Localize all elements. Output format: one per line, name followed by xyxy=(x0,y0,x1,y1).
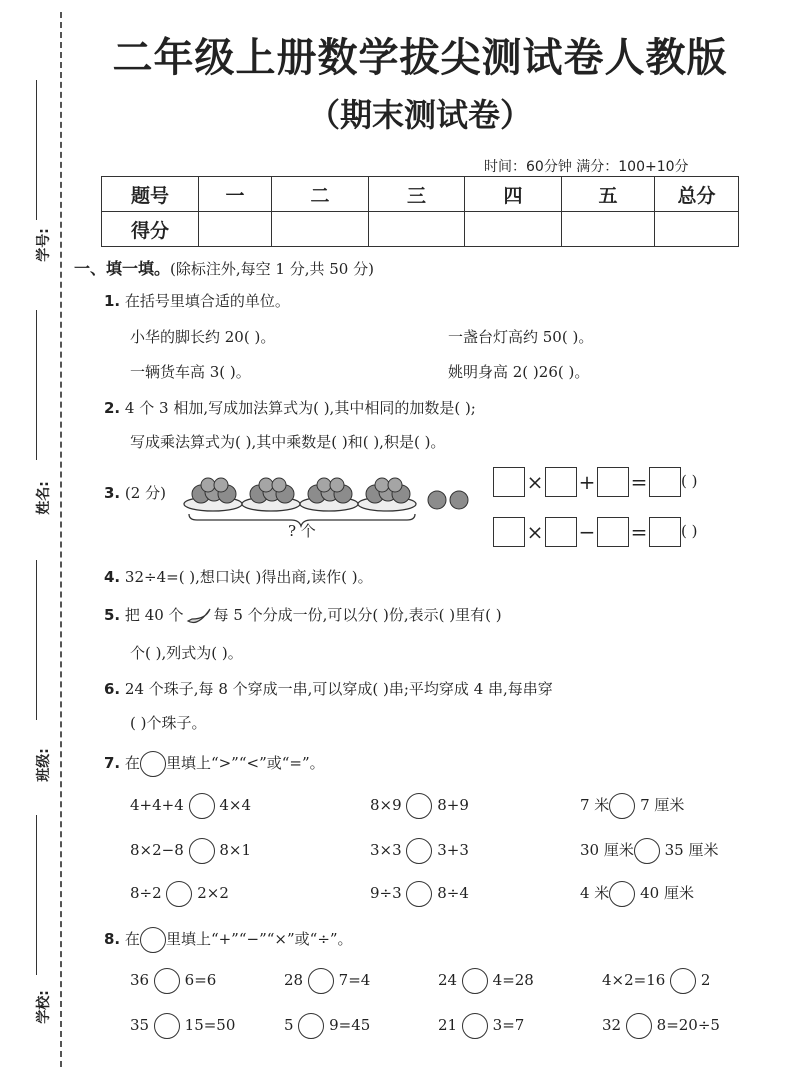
question-text: 32÷4=( ),想口诀( )得出商,读作( )。 xyxy=(124,568,373,586)
q1-item: 小华的脚长约 20( )。 xyxy=(130,328,276,346)
question-5 xyxy=(104,604,502,627)
expr-right: 4×4 xyxy=(219,796,251,814)
answer-circle[interactable] xyxy=(609,793,635,819)
question-number: 7. xyxy=(104,754,121,772)
score-cell[interactable] xyxy=(272,212,369,247)
score-cell[interactable] xyxy=(369,212,465,247)
time-info: 时间：60分钟 满分：100+10分 xyxy=(484,159,689,175)
score-header-cell: 题号 xyxy=(102,177,199,212)
expr-right: 8=20÷5 xyxy=(656,1016,720,1034)
answer-box[interactable] xyxy=(545,517,577,547)
expr-left: 8÷2 xyxy=(130,884,162,902)
class-field xyxy=(18,560,52,790)
expr-right: 8×1 xyxy=(219,841,251,859)
operator: = xyxy=(630,520,648,544)
answer-circle[interactable] xyxy=(462,968,488,994)
operator: × xyxy=(526,520,544,544)
question-text: 4 个 3 相加,写成加法算式为( ),其中相同的加数是( ); xyxy=(124,399,476,417)
answer-circle[interactable] xyxy=(634,838,660,864)
expr-right: 7=4 xyxy=(338,971,371,989)
expr-left: 4×2=16 xyxy=(602,971,666,989)
answer-circle[interactable] xyxy=(189,838,215,864)
operator-item xyxy=(284,968,370,994)
question-text: 每 5 个分成一份,可以分( )份,表示( )里有( ) xyxy=(213,606,502,624)
question-6 xyxy=(104,678,553,699)
score-header-cell: 一 xyxy=(199,177,272,212)
expr-right: 4=28 xyxy=(492,971,534,989)
compare-item xyxy=(370,793,469,819)
question-text: 把 40 个 xyxy=(124,606,184,624)
answer-circle[interactable] xyxy=(308,968,334,994)
expr-left: 24 xyxy=(438,971,458,989)
answer-circle[interactable] xyxy=(406,881,432,907)
answer-circle[interactable] xyxy=(626,1013,652,1039)
expr-left: 9÷3 xyxy=(370,884,402,902)
score-header-cell: 三 xyxy=(369,177,465,212)
score-table-header-row xyxy=(102,177,739,212)
binding-dashed-line xyxy=(60,12,62,1067)
brace-label: ? 个 xyxy=(288,522,316,540)
q6-line-2: ( )个珠子。 xyxy=(130,714,207,732)
operator: × xyxy=(526,470,544,494)
question-text: 24 个珠子,每 8 个穿成一串,可以穿成( )串;平均穿成 4 串,每串穿 xyxy=(124,680,553,698)
expr-left: 8×2−8 xyxy=(130,841,184,859)
expr-right: 8+9 xyxy=(437,796,469,814)
answer-box[interactable] xyxy=(597,467,629,497)
tomato-plate-icon xyxy=(358,478,416,511)
q3-equation-2 xyxy=(493,517,697,547)
answer-circle[interactable] xyxy=(154,1013,180,1039)
unit-paren: ( ) xyxy=(681,522,698,540)
question-number: 4. xyxy=(104,568,121,586)
answer-box[interactable] xyxy=(649,467,681,497)
question-text: 里填上“>”“<”或“=”。 xyxy=(165,754,325,772)
section-1-title: 一、填一填。 xyxy=(74,259,171,278)
school-label: 学校: xyxy=(35,990,52,1024)
q1-item: 姚明身高 2( )26( )。 xyxy=(448,363,590,381)
score-header-cell: 四 xyxy=(465,177,562,212)
operator: + xyxy=(578,470,596,494)
tomato-plate-icon xyxy=(242,478,300,511)
answer-circle[interactable] xyxy=(406,793,432,819)
answer-box[interactable] xyxy=(493,517,525,547)
tomato-plate-icon xyxy=(300,478,358,511)
expr-right: 8÷4 xyxy=(437,884,469,902)
expr-right: 3+3 xyxy=(437,841,469,859)
name-line xyxy=(36,310,37,460)
question-number: 5. xyxy=(104,606,121,624)
question-number: 1. xyxy=(104,292,121,310)
circle-icon xyxy=(140,927,166,953)
question-3 xyxy=(104,482,166,503)
expr-right: 9=45 xyxy=(329,1016,371,1034)
compare-item xyxy=(130,881,229,907)
operator-item xyxy=(438,968,534,994)
expr-left: 8×9 xyxy=(370,796,402,814)
question-7 xyxy=(104,751,325,777)
compare-item xyxy=(130,838,251,864)
circle-icon xyxy=(140,751,166,777)
answer-box[interactable] xyxy=(545,467,577,497)
operator-item xyxy=(130,968,216,994)
answer-circle[interactable] xyxy=(670,968,696,994)
compare-item xyxy=(370,838,469,864)
class-label: 班级: xyxy=(35,748,52,782)
page-subtitle: （期末测试卷） xyxy=(307,96,532,134)
q1-item: 一辆货车高 3( )。 xyxy=(130,363,251,381)
class-line xyxy=(36,560,37,720)
answer-circle[interactable] xyxy=(298,1013,324,1039)
q2-line-2: 写成乘法算式为( ),其中乘数是( )和( ),积是( )。 xyxy=(130,433,446,451)
q1-item: 一盏台灯高约 50( )。 xyxy=(448,328,594,346)
expr-left: 4+4+4 xyxy=(130,796,184,814)
student-id-label: 学号: xyxy=(35,228,52,262)
score-table xyxy=(101,176,739,247)
school-line xyxy=(36,815,37,975)
answer-circle[interactable] xyxy=(189,793,215,819)
expr-right: 2 xyxy=(700,971,711,989)
score-cell[interactable] xyxy=(655,212,739,247)
question-2 xyxy=(104,397,476,418)
question-number: 6. xyxy=(104,680,121,698)
tomato-plates-illustration xyxy=(183,470,483,542)
expr-right: 35 厘米 xyxy=(664,841,719,859)
question-text: 在括号里填合适的单位。 xyxy=(124,292,290,310)
score-table-score-row xyxy=(102,212,739,247)
operator-item xyxy=(130,1013,235,1039)
operator-item xyxy=(602,968,710,994)
question-text: 里填上“+”“−”“×”或“÷”。 xyxy=(165,930,353,948)
answer-circle[interactable] xyxy=(406,838,432,864)
answer-box[interactable] xyxy=(493,467,525,497)
expr-left: 21 xyxy=(438,1016,458,1034)
q5-line-2: 个( ),列式为( )。 xyxy=(130,644,243,662)
banana-icon xyxy=(184,605,214,627)
section-1-heading xyxy=(74,256,374,279)
expr-left: 35 xyxy=(130,1016,150,1034)
score-header-cell: 总分 xyxy=(655,177,739,212)
name-field xyxy=(18,310,52,530)
expr-right: 6=6 xyxy=(184,971,217,989)
question-score: (2 分) xyxy=(124,484,166,502)
tomato-icon xyxy=(428,491,446,509)
compare-item xyxy=(580,838,719,864)
question-1 xyxy=(104,290,290,311)
compare-item xyxy=(580,881,694,907)
expr-left: 30 厘米 xyxy=(580,841,634,859)
operator-item xyxy=(284,1013,370,1039)
question-number: 3. xyxy=(104,484,121,502)
page-title: 二年级上册数学拔尖测试卷人教版 xyxy=(112,35,728,81)
compare-item xyxy=(130,793,251,819)
compare-item xyxy=(580,793,684,819)
expr-left: 5 xyxy=(284,1016,294,1034)
expr-left: 3×3 xyxy=(370,841,402,859)
answer-circle[interactable] xyxy=(154,968,180,994)
question-4 xyxy=(104,566,373,587)
score-cell[interactable] xyxy=(199,212,272,247)
expr-right: 15=50 xyxy=(184,1016,236,1034)
operator: − xyxy=(578,520,596,544)
operator: = xyxy=(630,470,648,494)
operator-item xyxy=(602,1013,720,1039)
answer-circle[interactable] xyxy=(609,881,635,907)
expr-right: 2×2 xyxy=(197,884,229,902)
score-header-cell: 五 xyxy=(562,177,655,212)
score-header-cell: 二 xyxy=(272,177,369,212)
section-1-note: (除标注外,每空 1 分,共 50 分) xyxy=(170,260,374,278)
expr-right: 40 厘米 xyxy=(640,884,694,902)
expr-left: 36 xyxy=(130,971,150,989)
expr-left: 4 米 xyxy=(580,884,610,902)
q3-equation-1 xyxy=(493,467,697,497)
expr-left: 28 xyxy=(284,971,304,989)
school-field xyxy=(18,815,52,1030)
question-number: 2. xyxy=(104,399,121,417)
expr-left: 7 米 xyxy=(580,796,610,814)
compare-item xyxy=(370,881,469,907)
operator-item xyxy=(438,1013,524,1039)
tomato-icon xyxy=(450,491,468,509)
expr-left: 32 xyxy=(602,1016,622,1034)
answer-circle[interactable] xyxy=(462,1013,488,1039)
question-text: 在 xyxy=(124,754,140,772)
expr-right: 7 厘米 xyxy=(640,796,685,814)
expr-right: 3=7 xyxy=(492,1016,525,1034)
answer-box[interactable] xyxy=(597,517,629,547)
name-label: 姓名: xyxy=(35,481,52,515)
tomato-plate-icon xyxy=(184,478,242,511)
score-row-label: 得分 xyxy=(102,212,199,247)
answer-box[interactable] xyxy=(649,517,681,547)
question-number: 8. xyxy=(104,930,121,948)
score-cell[interactable] xyxy=(562,212,655,247)
unit-paren: ( ) xyxy=(681,472,698,490)
question-text: 在 xyxy=(124,930,140,948)
question-8 xyxy=(104,927,353,953)
answer-circle[interactable] xyxy=(166,881,192,907)
score-cell[interactable] xyxy=(465,212,562,247)
